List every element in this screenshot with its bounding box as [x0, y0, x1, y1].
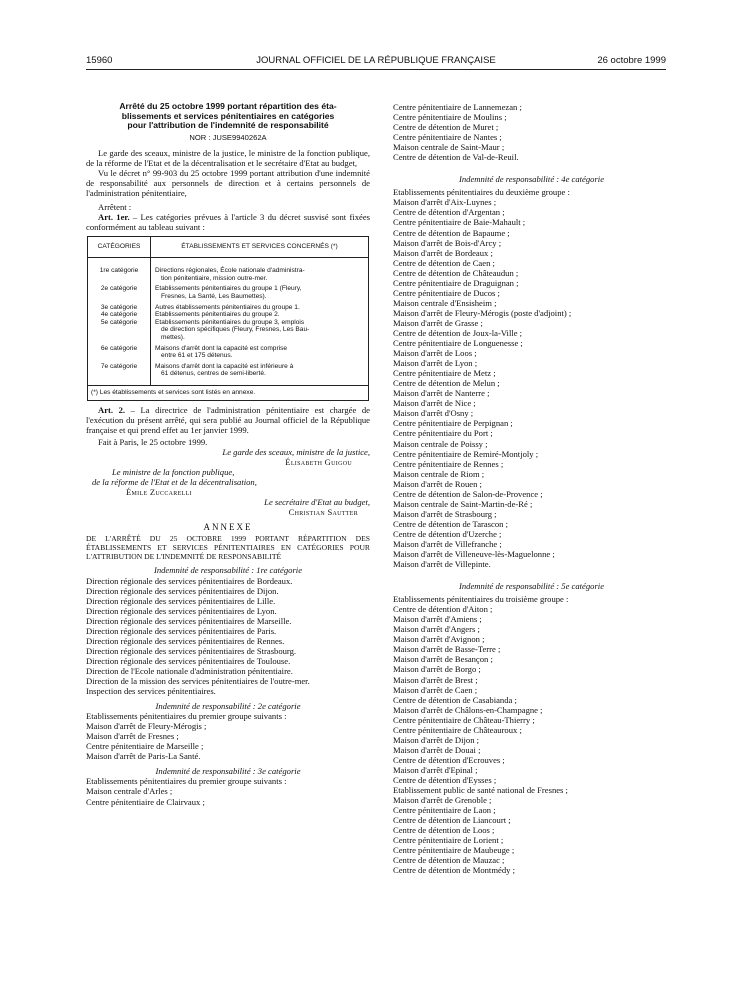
annexe-title: DE L'ARRÊTÉ DU 25 OCTOBRE 1999 PORTANT RÉPARTITION DES ÉTABLISSEMENTS ET SERVICES PÉNITENTIAIRES EN CATÉGORIES POUR L'ATTRIBUTION DE L'INDEMNITÉ DE RESPONSABILITÉ — [86, 534, 370, 561]
table-footnote: (*) Les établissements et services sont listés en annexe. — [88, 385, 369, 400]
cell-line: Etablissements pénitentiaires du groupe 1 (Fleury, — [155, 285, 302, 293]
list-item: Centre de détention de Val-de-Reuil. — [393, 152, 519, 163]
list-item: Direction régionale des services pénitentiaires de Strasbourg. — [86, 645, 297, 656]
section-list-cat3 — [86, 786, 370, 806]
list-item: Direction régionale des services pénitentiaires de Rennes. — [86, 635, 285, 646]
list-item: Centre de détention de Melun ; — [393, 378, 500, 389]
list-item: Maison d'arrêt d'Osny ; — [393, 408, 474, 419]
list-item: Centre de détention d'Uzerche ; — [393, 528, 502, 539]
list-item: Centre de détention de Salon-de-Provence ; — [393, 488, 543, 499]
list-item: Maison centrale de Riom ; — [393, 468, 485, 479]
list-item: Maison centrale d'Arles ; — [86, 786, 173, 797]
section-list-cat5 — [393, 604, 670, 875]
signatory-1-role: Le garde des sceaux, ministre de la justice, — [222, 446, 370, 457]
list-item: Centre de détention de Montmédy ; — [393, 865, 515, 876]
list-item: Maison d'arrêt de Bois-d'Arcy ; — [393, 237, 502, 248]
section-list-cat2 — [86, 721, 370, 761]
list-item: Centre pénitentiaire de Clairvaux ; — [86, 796, 205, 807]
list-item: Centre pénitentiaire de Marseille ; — [86, 741, 204, 752]
list-item: Centre de détention de Bapaume ; — [393, 227, 510, 238]
list-item: Direction régionale des services pénitentiaires de Dijon. — [86, 585, 279, 596]
issue-date: 26 octobre 1999 — [597, 55, 666, 66]
list-item: Centre pénitentiaire de Moulins ; — [393, 112, 507, 123]
list-item: Maison d'arrêt d'Epinal ; — [393, 764, 478, 775]
establishments-cell — [151, 342, 369, 360]
list-item: Maison d'arrêt de Loos ; — [393, 348, 477, 359]
section-intro-cat4: Etablissements pénitentiaires du deuxième groupe : — [393, 187, 570, 198]
cell-line: Fresnes, La Santé, Les Baumettes). — [161, 292, 267, 300]
list-item: Maison d'arrêt de Bordeaux ; — [393, 247, 493, 258]
section-list-cat4 — [393, 197, 670, 569]
list-item: Maison d'arrêt d'Amiens ; — [393, 614, 482, 625]
list-item: Direction de l'Ecole nationale d'administration pénitentiaire. — [86, 665, 293, 676]
category-cell: 4e catégorie — [88, 311, 151, 319]
list-item: Centre pénitentiaire de Metz ; — [393, 368, 496, 379]
list-item: Inspection des services pénitentiaires. — [86, 686, 216, 697]
list-item: Maison centrale de Saint-Martin-de-Ré ; — [393, 498, 533, 509]
list-item: Centre pénitentiaire de Draguignan ; — [393, 277, 519, 288]
section-intro-cat2: Etablissements pénitentiaires du premier groupe suivants : — [86, 711, 287, 722]
list-item: Maison d'arrêt de Douai ; — [393, 744, 481, 755]
list-item: Maison d'arrêt de Villeneuve-lès-Maguelonne ; — [393, 549, 555, 560]
list-item: Centre pénitentiaire de Maubeuge ; — [393, 845, 515, 856]
cell-line: Autres établissements pénitentiaires du groupe 1. — [155, 303, 300, 311]
list-item: Maison d'arrêt de Besançon ; — [393, 654, 493, 665]
article-2-text: – La directrice de l'administration pénitentiaire est chargée de l'exécution du présent arrêté, qui sera publié au Journal officiel de la République française et qui prend effet au 1er janvier 1999. — [86, 404, 370, 435]
list-item: Maison centrale d'Ensisheim ; — [393, 297, 497, 308]
list-item: Maison d'arrêt de Caen ; — [393, 684, 478, 695]
article-2-label: Art. 2. — [98, 404, 126, 415]
list-item: Maison d'arrêt de Fleury-Mérogis (poste d'adjoint) ; — [393, 307, 572, 318]
list-item: Centre pénitentiaire de Baie-Mahault ; — [393, 217, 526, 228]
section-list-cat1 — [86, 576, 370, 697]
list-item: Maison d'arrêt de Villepinte. — [393, 559, 491, 570]
list-item: Direction régionale des services pénitentiaires de Toulouse. — [86, 655, 291, 666]
signatory-2-name: Émile Zuccarelli — [126, 486, 192, 497]
list-item: Centre pénitentiaire de Châteauroux ; — [393, 724, 522, 735]
article-1-label: Art. 1er. — [98, 212, 130, 223]
list-item: Maison d'arrêt de Fleury-Mérogis ; — [86, 721, 207, 732]
decree-title-line: Arrêté du 25 octobre 1999 portant répartition des éta- — [119, 101, 337, 111]
list-item: Centre de détention de Tarascon ; — [393, 518, 508, 529]
list-item: Centre de détention de Loos ; — [393, 825, 495, 836]
list-item: Centre de détention de Joux-la-Ville ; — [393, 327, 523, 338]
category-cell: 7e catégorie — [88, 360, 151, 386]
table-row — [88, 301, 369, 312]
list-item: Centre pénitentiaire de Laon ; — [393, 805, 496, 816]
list-item: Maison d'arrêt de Rouen ; — [393, 478, 482, 489]
list-item: Maison d'arrêt de Basse-Terre ; — [393, 644, 501, 655]
list-item: Maison d'arrêt de Dijon ; — [393, 734, 480, 745]
list-item: Centre de détention de Muret ; — [393, 122, 499, 133]
establishments-cell — [151, 258, 369, 283]
section-intro-cat5: Etablissements pénitentiaires du troisième groupe : — [393, 594, 569, 605]
category-cell: 6e catégorie — [88, 342, 151, 360]
category-cell: 3e catégorie — [88, 301, 151, 312]
list-item: Maison d'arrêt de Grenoble ; — [393, 795, 492, 806]
cell-line: Etablissements pénitentiaires du groupe 2. — [155, 311, 280, 319]
annexe-heading: ANNEXE — [203, 522, 253, 533]
cell-line: mettes). — [161, 333, 185, 341]
section-title-cat1: Indemnité de responsabilité : 1re catégorie — [153, 565, 303, 576]
list-item: Maison d'arrêt de Lyon ; — [393, 358, 478, 369]
table-row — [88, 342, 369, 360]
list-item: Centre de détention d'Ecrouves ; — [393, 754, 505, 765]
cell-line: Maisons d'arrêt dont la capacité est comprise — [155, 344, 288, 352]
table-row — [88, 311, 369, 319]
section-title-cat4: Indemnité de responsabilité : 4e catégorie — [458, 174, 605, 185]
list-item: Maison d'arrêt de Borgo ; — [393, 664, 481, 675]
cell-line: de direction spécifiques (Fleury, Fresnes, Les Bau- — [161, 326, 310, 334]
establishments-cell — [151, 311, 369, 319]
list-item: Centre pénitentiaire de Remiré-Montjoly ; — [393, 448, 539, 459]
list-item: Centre de détention d'Eysses ; — [393, 775, 497, 785]
list-item: Direction régionale des services pénitentiaires de Paris. — [86, 625, 277, 636]
list-item: Centre pénitentiaire de Lorient ; — [393, 835, 504, 846]
list-item: Direction de la mission des services pénitentiaires de l'outre-mer. — [86, 675, 310, 686]
section-title-cat2: Indemnité de responsabilité : 2e catégorie — [155, 701, 301, 712]
page-header — [86, 55, 666, 70]
page-number: 15960 — [86, 55, 113, 66]
list-item: Centre de détention d'Argentan ; — [393, 207, 505, 218]
list-item: Centre pénitentiaire de Château-Thierry ; — [393, 714, 535, 725]
signatory-3-name: Christian Sautter — [288, 506, 358, 517]
list-item: Centre pénitentiaire de Longuenesse ; — [393, 338, 523, 349]
list-item: Direction régionale des services pénitentiaires de Bordeaux. — [86, 575, 293, 586]
section-intro-cat3: Etablissements pénitentiaires du premier groupe suivants : — [86, 776, 287, 787]
list-item: Centre pénitentiaire de Rennes ; — [393, 458, 504, 469]
category-cell: 2e catégorie — [88, 282, 151, 300]
establishments-cell — [151, 282, 369, 300]
category-cell: 1re catégorie — [88, 258, 151, 283]
visa-paragraph: Vu le décret n° 99-903 du 25 octobre 1999 portant attribution d'une indemnité de responsabilité aux personnels de direction et à certains personnels de l'administration pénitentiaire, — [86, 167, 370, 199]
decree-title — [86, 102, 370, 131]
establishments-cell — [151, 360, 369, 386]
establishments-cell — [151, 301, 369, 312]
list-item: Centre de détention d'Aiton ; — [393, 604, 493, 615]
section-title-cat5: Indemnité de responsabilité : 5e catégorie — [458, 581, 605, 592]
article-2 — [86, 405, 370, 435]
table-header-categories: CATÉGORIES — [88, 237, 151, 258]
cell-line: entre 61 et 175 détenus. — [161, 352, 233, 360]
arretent-line: Arrêtent : — [98, 202, 132, 213]
cell-line: tion pénitentiaire, mission outre-mer. — [161, 274, 268, 282]
list-item: Centre de détention de Mauzac ; — [393, 855, 505, 866]
list-item: Centre de détention de Liancourt ; — [393, 815, 511, 826]
list-item: Maison d'arrêt de Paris-La Santé. — [86, 751, 201, 762]
list-item: Maison d'arrêt d'Aix-Luynes ; — [393, 197, 497, 208]
list-item: Maison centrale de Saint-Maur ; — [393, 142, 505, 153]
list-item: Direction régionale des services pénitentiaires de Lyon. — [86, 605, 277, 616]
list-item: Maison d'arrêt d'Angers ; — [393, 624, 480, 635]
list-item: Maison d'arrêt de Châlons-en-Champagne ; — [393, 704, 543, 715]
list-item: Maison centrale de Poissy ; — [393, 438, 488, 449]
list-item: Maison d'arrêt de Villefranche ; — [393, 538, 502, 549]
list-item: Direction régionale des services pénitentiaires de Lille. — [86, 595, 276, 606]
list-item: Centre pénitentiaire de Nantes ; — [393, 132, 502, 143]
table-row — [88, 360, 369, 386]
list-item: Etablissement public de santé national de Fresnes ; — [393, 785, 568, 796]
nor-reference: NOR : JUSE9940262A — [189, 132, 267, 142]
signatory-3-role: Le secrétaire d'Etat au budget, — [264, 496, 370, 507]
table-row — [88, 282, 369, 300]
signatory-1-name: Élisabeth Guigou — [285, 456, 352, 467]
table-row — [88, 258, 369, 283]
decree-title-line: pour l'attribution de l'indemnité de responsabilité — [127, 120, 329, 131]
list-item: Centre pénitentiaire de Ducos ; — [393, 287, 500, 298]
cell-line: Directions régionales, École nationale d'administra- — [155, 267, 305, 275]
cell-line: Etablissements pénitentiaires du groupe 3, emplois — [155, 318, 305, 326]
signatory-2-role: Le ministre de la fonction publique, — [112, 466, 235, 477]
list-item: Maison d'arrêt de Strasbourg ; — [393, 508, 497, 519]
cell-line: Maisons d'arrêt dont la capacité est inférieure à — [155, 362, 294, 370]
category-cell: 5e catégorie — [88, 319, 151, 342]
list-item: Centre de détention de Caen ; — [393, 257, 495, 268]
categories-table — [87, 236, 369, 400]
journal-title: JOURNAL OFFICIEL DE LA RÉPUBLIQUE FRANÇAISE — [256, 55, 496, 66]
establishments-cell — [151, 319, 369, 342]
list-item: Maison d'arrêt de Nanterre ; — [393, 388, 490, 399]
cell-line: 61 détenus, centres de semi-liberté. — [161, 370, 266, 378]
table-header-establishments: ÉTABLISSEMENTS ET SERVICES CONCERNÉS (*) — [151, 237, 369, 258]
section-title-cat3: Indemnité de responsabilité : 3e catégorie — [155, 766, 301, 777]
list-item: Maison d'arrêt de Fresnes ; — [86, 731, 179, 742]
list-item: Centre pénitentiaire de Perpignan ; — [393, 418, 513, 429]
fait-line: Fait à Paris, le 25 octobre 1999. — [98, 436, 208, 447]
continued-list-cat3 — [393, 102, 670, 162]
list-item: Centre de détention de Casabianda ; — [393, 694, 517, 705]
list-item: Maison d'arrêt d'Avignon ; — [393, 634, 485, 645]
list-item: Direction régionale des services pénitentiaires de Marseille. — [86, 615, 292, 626]
list-item: Centre pénitentiaire de Lannemezan ; — [393, 102, 522, 112]
table-row — [88, 319, 369, 342]
article-1-text: – Les catégories prévues à l'article 3 du décret susvisé sont fixées conformément au tableau suivant : — [86, 212, 370, 233]
left-column — [86, 102, 370, 807]
right-column — [393, 102, 670, 875]
article-1 — [86, 212, 370, 232]
preamble-paragraph: Le garde des sceaux, ministre de la justice, le ministre de la fonction publique, de la réforme de l'Etat et de la décentralisation et le secrétaire d'Etat au budget, — [86, 147, 370, 168]
signatory-2-role: de la réforme de l'Etat et de la décentralisation, — [92, 476, 257, 487]
list-item: Centre pénitentiaire du Port ; — [393, 428, 493, 439]
list-item: Maison d'arrêt de Nice ; — [393, 398, 476, 409]
list-item: Maison d'arrêt de Brest ; — [393, 674, 478, 685]
decree-title-line: blissements et services pénitentiaires en catégories — [121, 110, 335, 121]
list-item: Centre de détention de Châteaudun ; — [393, 267, 519, 278]
list-item: Maison d'arrêt de Grasse ; — [393, 317, 483, 328]
